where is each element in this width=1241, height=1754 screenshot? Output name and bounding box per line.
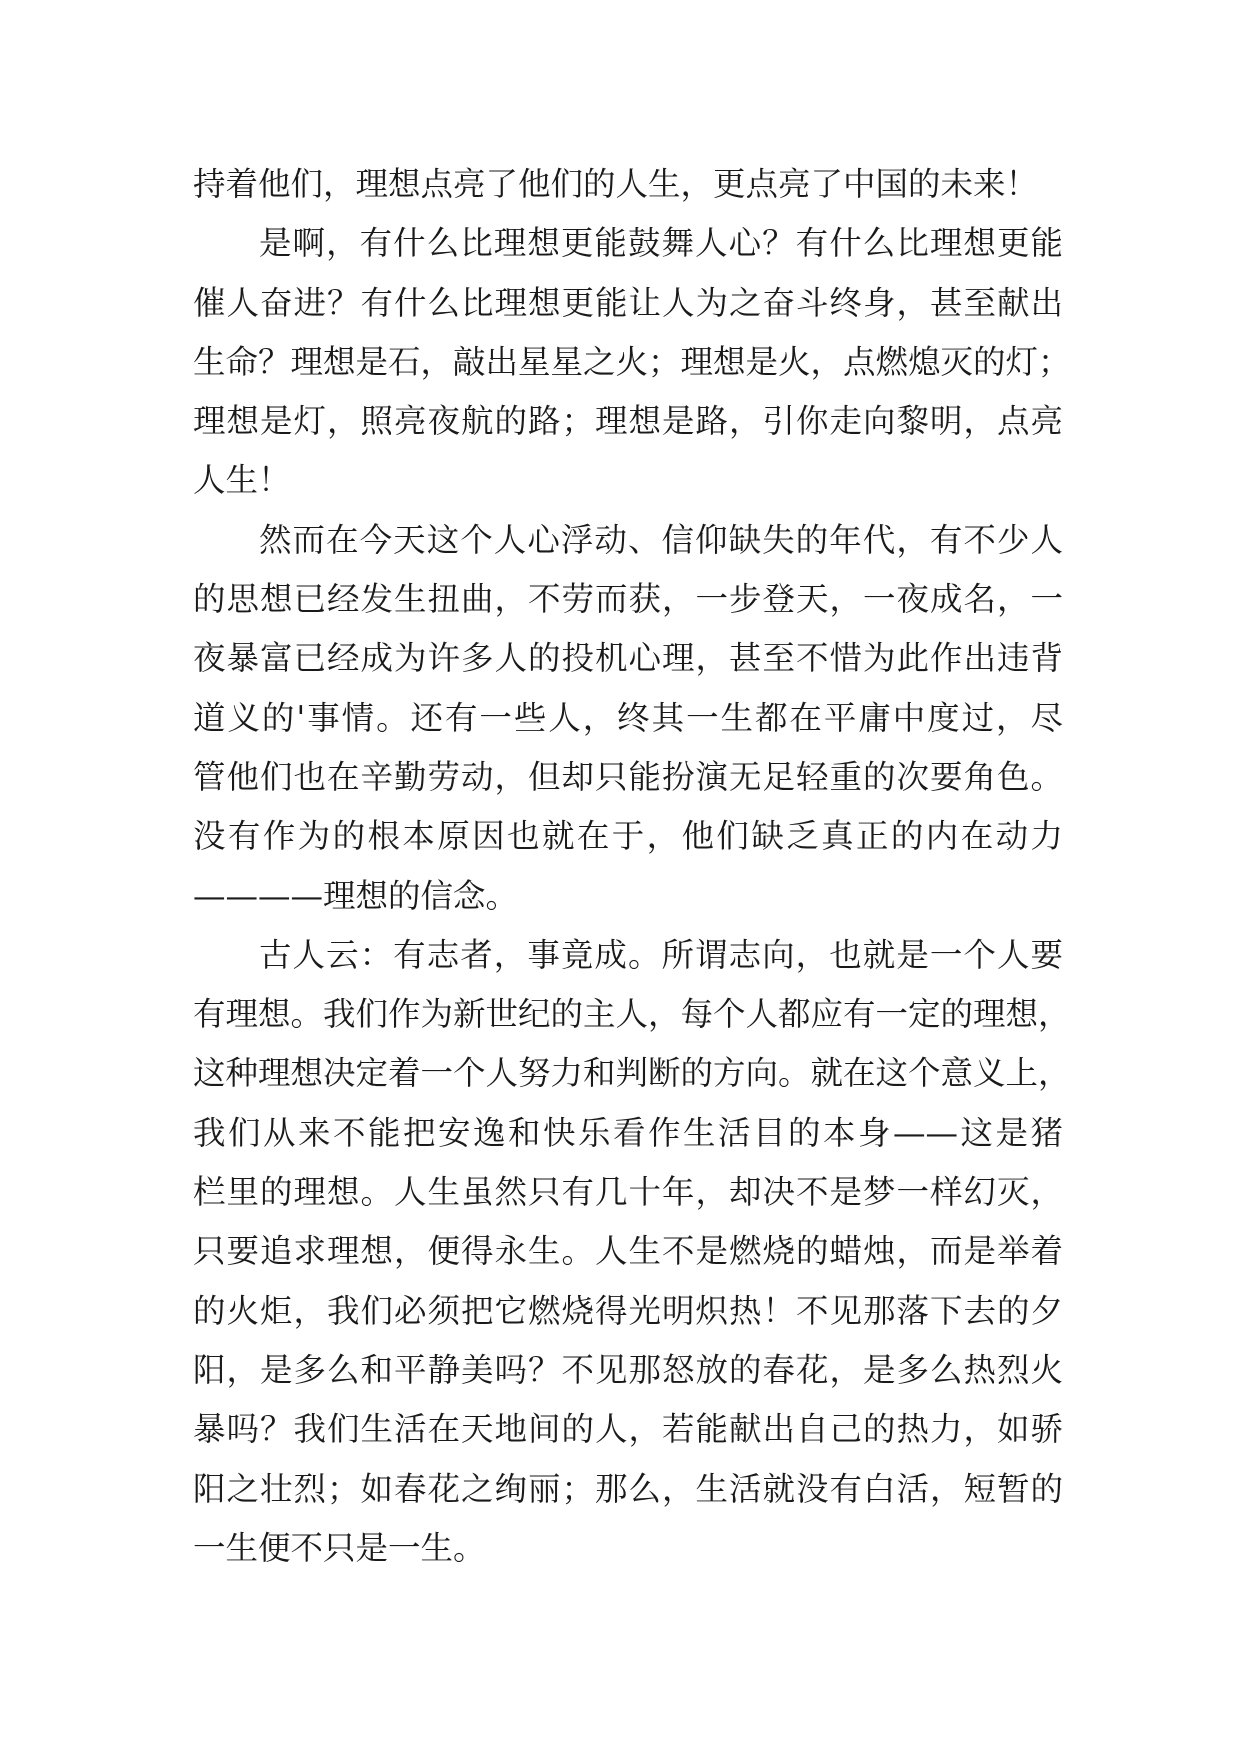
text-line-14: 古人云：有志者，事竟成。所谓志向，也就是一个人要: [259, 935, 1063, 974]
text-line-13: ————理想的信念。: [193, 876, 519, 915]
text-line-22: 暴吗？我们生活在天地间的人，若能献出自己的热力，如骄: [193, 1410, 1063, 1449]
text-line-20: 的火炬，我们必须把它燃烧得光明炽热！不见那落下去的夕: [193, 1291, 1063, 1330]
text-line-1: 持着他们，理想点亮了他们的人生，更点亮了中国的未来！: [193, 165, 1039, 203]
text-line-18: 栏里的理想。人生虽然只有几十年，却决不是梦一样幻灭，: [193, 1173, 1063, 1212]
text-line-16: 这种理想决定着一个人努力和判断的方向。就在这个意义上，: [193, 1054, 1071, 1093]
text-line-15: 有理想。我们作为新世纪的主人，每个人都应有一定的理想，: [193, 995, 1071, 1034]
text-line-3: 催人奋进？有什么比理想更能让人为之奋斗终身，甚至献出: [193, 283, 1063, 322]
text-line-10: 道义的'事情。还有一些人，终其一生都在平庸中度过，尽: [193, 698, 1063, 737]
text-line-5: 理想是灯，照亮夜航的路；理想是路，引你走向黎明，点亮: [193, 402, 1063, 441]
text-line-24: 一生便不只是一生。: [193, 1528, 486, 1567]
document-body: [193, 155, 1071, 1578]
text-line-2: 是啊，有什么比理想更能鼓舞人心？有什么比理想更能: [259, 224, 1063, 263]
text-line-21: 阳，是多么和平静美吗？不见那怒放的春花，是多么热烈火: [193, 1350, 1063, 1389]
text-line-7: 然而在今天这个人心浮动、信仰缺失的年代，有不少人: [259, 520, 1063, 559]
text-line-11: 管他们也在辛勤劳动，但却只能扮演无足轻重的次要角色。: [193, 757, 1063, 796]
text-line-17: 我们从来不能把安逸和快乐看作生活目的本身——这是猪: [193, 1113, 1063, 1152]
text-line-6: 人生！: [193, 461, 291, 500]
text-line-12: 没有作为的根本原因也就在于，他们缺乏真正的内在动力: [193, 817, 1063, 856]
text-line-19: 只要追求理想，便得永生。人生不是燃烧的蜡烛，而是举着: [193, 1232, 1063, 1271]
text-line-8: 的思想已经发生扭曲，不劳而获，一步登天，一夜成名，一: [193, 580, 1063, 619]
text-line-9: 夜暴富已经成为许多人的投机心理，甚至不惜为此作出违背: [193, 639, 1063, 678]
text-line-4: 生命？理想是石，敲出星星之火；理想是火，点燃熄灭的灯；: [193, 342, 1071, 381]
text-line-23: 阳之壮烈；如春花之绚丽；那么，生活就没有白活，短暂的: [193, 1469, 1063, 1508]
